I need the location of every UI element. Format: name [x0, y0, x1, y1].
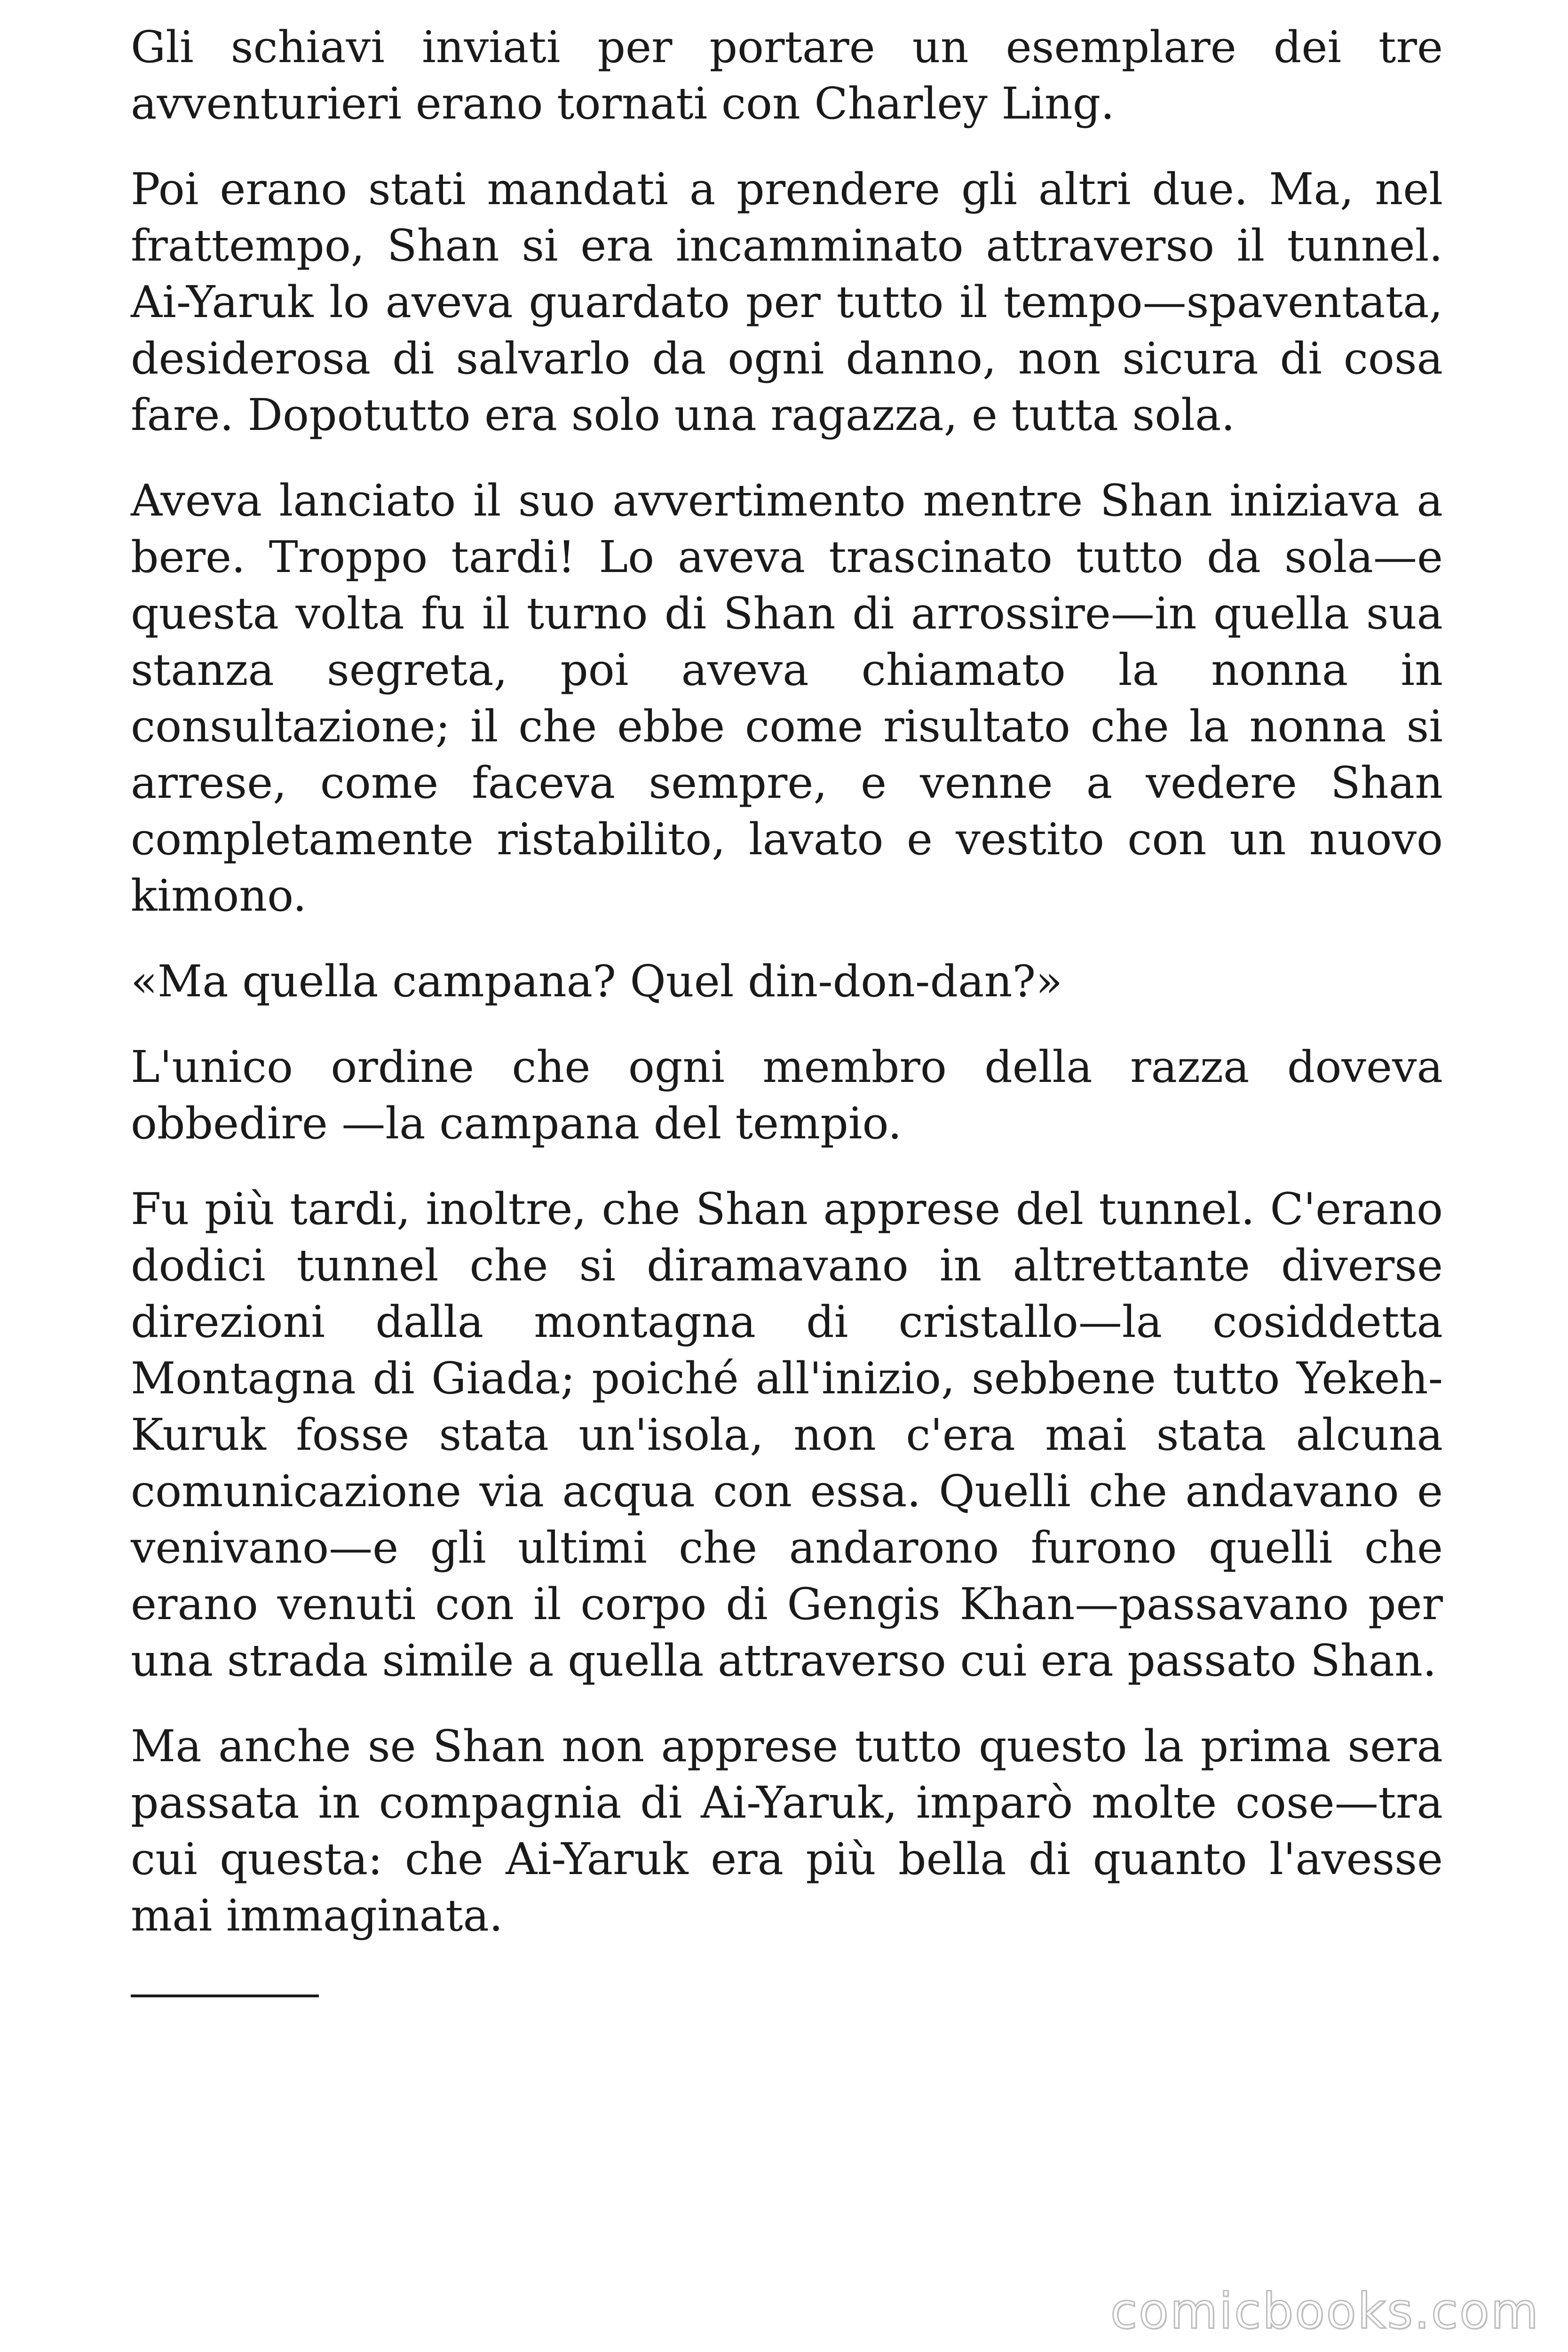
paragraph-3: Aveva lanciato il suo avvertimento mentre Shan iniziava a bere. Troppo tardi! Lo aveva trascinato tutto da sola—e questa volta fu il turno di Shan di arrossire—in quella sua stanza segreta, poi aveva chiamato la nonna in consultazione; il che ebbe come risultato che la nonna si arrese, come faceva sempre, e venne a vedere Shan completamente ristabilito, lavato e vestito con un nuovo kimono.	[131, 475, 1443, 921]
paragraph-6: Fu più tardi, inoltre, che Shan apprese del tunnel. C'erano dodici tunnel che si diramavano in altrettante diverse direzioni dalla montagna di cristallo—la cosiddetta Montagna di Giada; poiché all'inizio, sebbene tutto Yekeh-Kuruk fosse stata un'isola, non c'era mai stata alcuna comunicazione via acqua con essa. Quelli che andavano e venivano—e gli ultimi che andarono furono quelli che erano venuti con il corpo di Gengis Khan—passavano per una strada simile a quella attraverso cui era passato Shan.	[131, 1184, 1443, 1686]
paragraph-4: «Ma quella campana? Quel din-don-dan?»	[131, 956, 1063, 1007]
footnote-divider	[131, 1994, 319, 1997]
paragraph-7: Ma anche se Shan non apprese tutto questo la prima sera passata in compagnia di Ai-Yaruk, imparò molte cose—tra cui questa: che Ai-Yaruk era più bella di quanto l'avesse mai immaginata.	[131, 1721, 1443, 1941]
page-body	[131, 19, 1443, 1973]
paragraph-1: Gli schiavi inviati per portare un esemplare dei tre avventurieri erano tornati con Charley Ling.	[131, 22, 1443, 129]
paragraph-5: L'unico ordine che ogni membro della razza doveva obbedire —la campana del tempio.	[131, 1041, 1443, 1149]
site-watermark: comicbooks.com	[1110, 2282, 1540, 2340]
paragraph-2: Poi erano stati mandati a prendere gli altri due. Ma, nel frattempo, Shan si era incamminato attraverso il tunnel. Ai-Yaruk lo aveva guardato per tutto il tempo—spaventata, desiderosa di salvarlo da ogni danno, non sicura di cosa fare. Dopotutto era solo una ragazza, e tutta sola.	[131, 164, 1443, 440]
